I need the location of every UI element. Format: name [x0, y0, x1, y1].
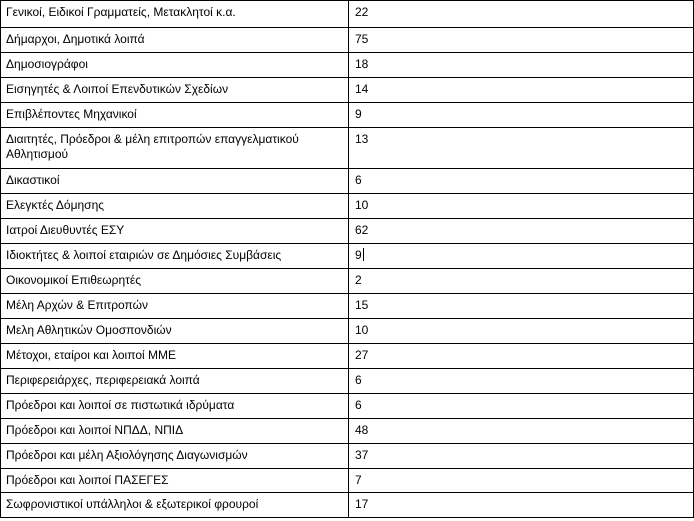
category-cell[interactable]: Ιδιοκτήτες & λοιποί εταιριών σε Δημόσιες Συμβάσεις [1, 244, 349, 269]
category-cell[interactable]: Διαιτητές, Πρόεδροι & μέλη επιτροπών επαγγελματικού Αθλητισμού [1, 128, 349, 169]
table-row [1, 394, 694, 419]
category-cell[interactable]: Δημοσιογράφοι [1, 53, 349, 78]
count-cell[interactable]: 10 [349, 319, 694, 344]
category-cell[interactable]: Μέλη Αρχών & Επιτροπών [1, 294, 349, 319]
table-row [1, 53, 694, 78]
table-row [1, 78, 694, 103]
category-cell[interactable]: Ιατροί Διευθυντές ΕΣΥ [1, 219, 349, 244]
table-row [1, 493, 694, 518]
count-cell[interactable]: 48 [349, 419, 694, 444]
category-cell[interactable]: Πρόεδροι και λοιποί σε πιστωτικά ιδρύματα [1, 394, 349, 419]
count-cell[interactable]: 75 [349, 28, 694, 53]
table-row [1, 444, 694, 469]
count-cell-active[interactable] [349, 244, 694, 269]
category-cell[interactable]: Γενικοί, Ειδικοί Γραμματείς, Μετακλητοί κ.α. [1, 1, 349, 28]
category-cell[interactable]: Επιβλέποντες Μηχανικοί [1, 103, 349, 128]
count-cell[interactable]: 37 [349, 444, 694, 469]
count-cell[interactable]: 22 [349, 1, 694, 28]
category-cell[interactable]: Οικονομικοί Επιθεωρητές [1, 269, 349, 294]
table-row [1, 469, 694, 493]
count-cell[interactable]: 7 [349, 469, 694, 493]
category-cell[interactable]: Πρόεδροι και μέλη Αξιολόγησης Διαγωνισμών [1, 444, 349, 469]
count-cell[interactable]: 18 [349, 53, 694, 78]
count-cell[interactable]: 6 [349, 369, 694, 394]
count-cell[interactable]: 14 [349, 78, 694, 103]
count-value: 9 [355, 248, 362, 262]
count-cell[interactable]: 15 [349, 294, 694, 319]
count-cell[interactable]: 9 [349, 103, 694, 128]
table-row [1, 1, 694, 28]
count-cell[interactable]: 6 [349, 394, 694, 419]
table-row [1, 244, 694, 269]
table-row [1, 369, 694, 394]
table-row [1, 103, 694, 128]
category-cell[interactable]: Δήμαρχοι, Δημοτικά λοιπά [1, 28, 349, 53]
category-cell[interactable]: Μελη Αθλητικών Ομοσπονδιών [1, 319, 349, 344]
table-row [1, 28, 694, 53]
table-row [1, 128, 694, 169]
category-cell[interactable]: Περιφερειάρχες, περιφερειακά λοιπά [1, 369, 349, 394]
count-cell[interactable]: 6 [349, 169, 694, 194]
table-row [1, 344, 694, 369]
category-cell[interactable]: Δικαστικοί [1, 169, 349, 194]
count-cell[interactable]: 13 [349, 128, 694, 169]
table-row [1, 219, 694, 244]
category-cell[interactable]: Σωφρονιστικοί υπάλληλοι & εξωτερικοί φρουροί [1, 493, 349, 518]
count-cell[interactable]: 62 [349, 219, 694, 244]
count-cell[interactable]: 17 [349, 493, 694, 518]
text-cursor [363, 248, 364, 261]
category-cell[interactable]: Πρόεδροι και λοιποί ΠΑΣΕΓΕΣ [1, 469, 349, 493]
category-cell[interactable]: Πρόεδροι και λοιποί ΝΠΔΔ, ΝΠΙΔ [1, 419, 349, 444]
table-row [1, 169, 694, 194]
category-cell[interactable]: Μέτοχοι, εταίροι και λοιποί ΜΜΕ [1, 344, 349, 369]
table-row [1, 294, 694, 319]
table-row [1, 419, 694, 444]
category-cell[interactable]: Ελεγκτές Δόμησης [1, 194, 349, 219]
count-cell[interactable]: 27 [349, 344, 694, 369]
category-cell[interactable]: Εισηγητές & Λοιποί Επενδυτικών Σχεδίων [1, 78, 349, 103]
count-cell[interactable]: 2 [349, 269, 694, 294]
count-cell[interactable]: 10 [349, 194, 694, 219]
table-row [1, 194, 694, 219]
table-row [1, 269, 694, 294]
table-row [1, 319, 694, 344]
